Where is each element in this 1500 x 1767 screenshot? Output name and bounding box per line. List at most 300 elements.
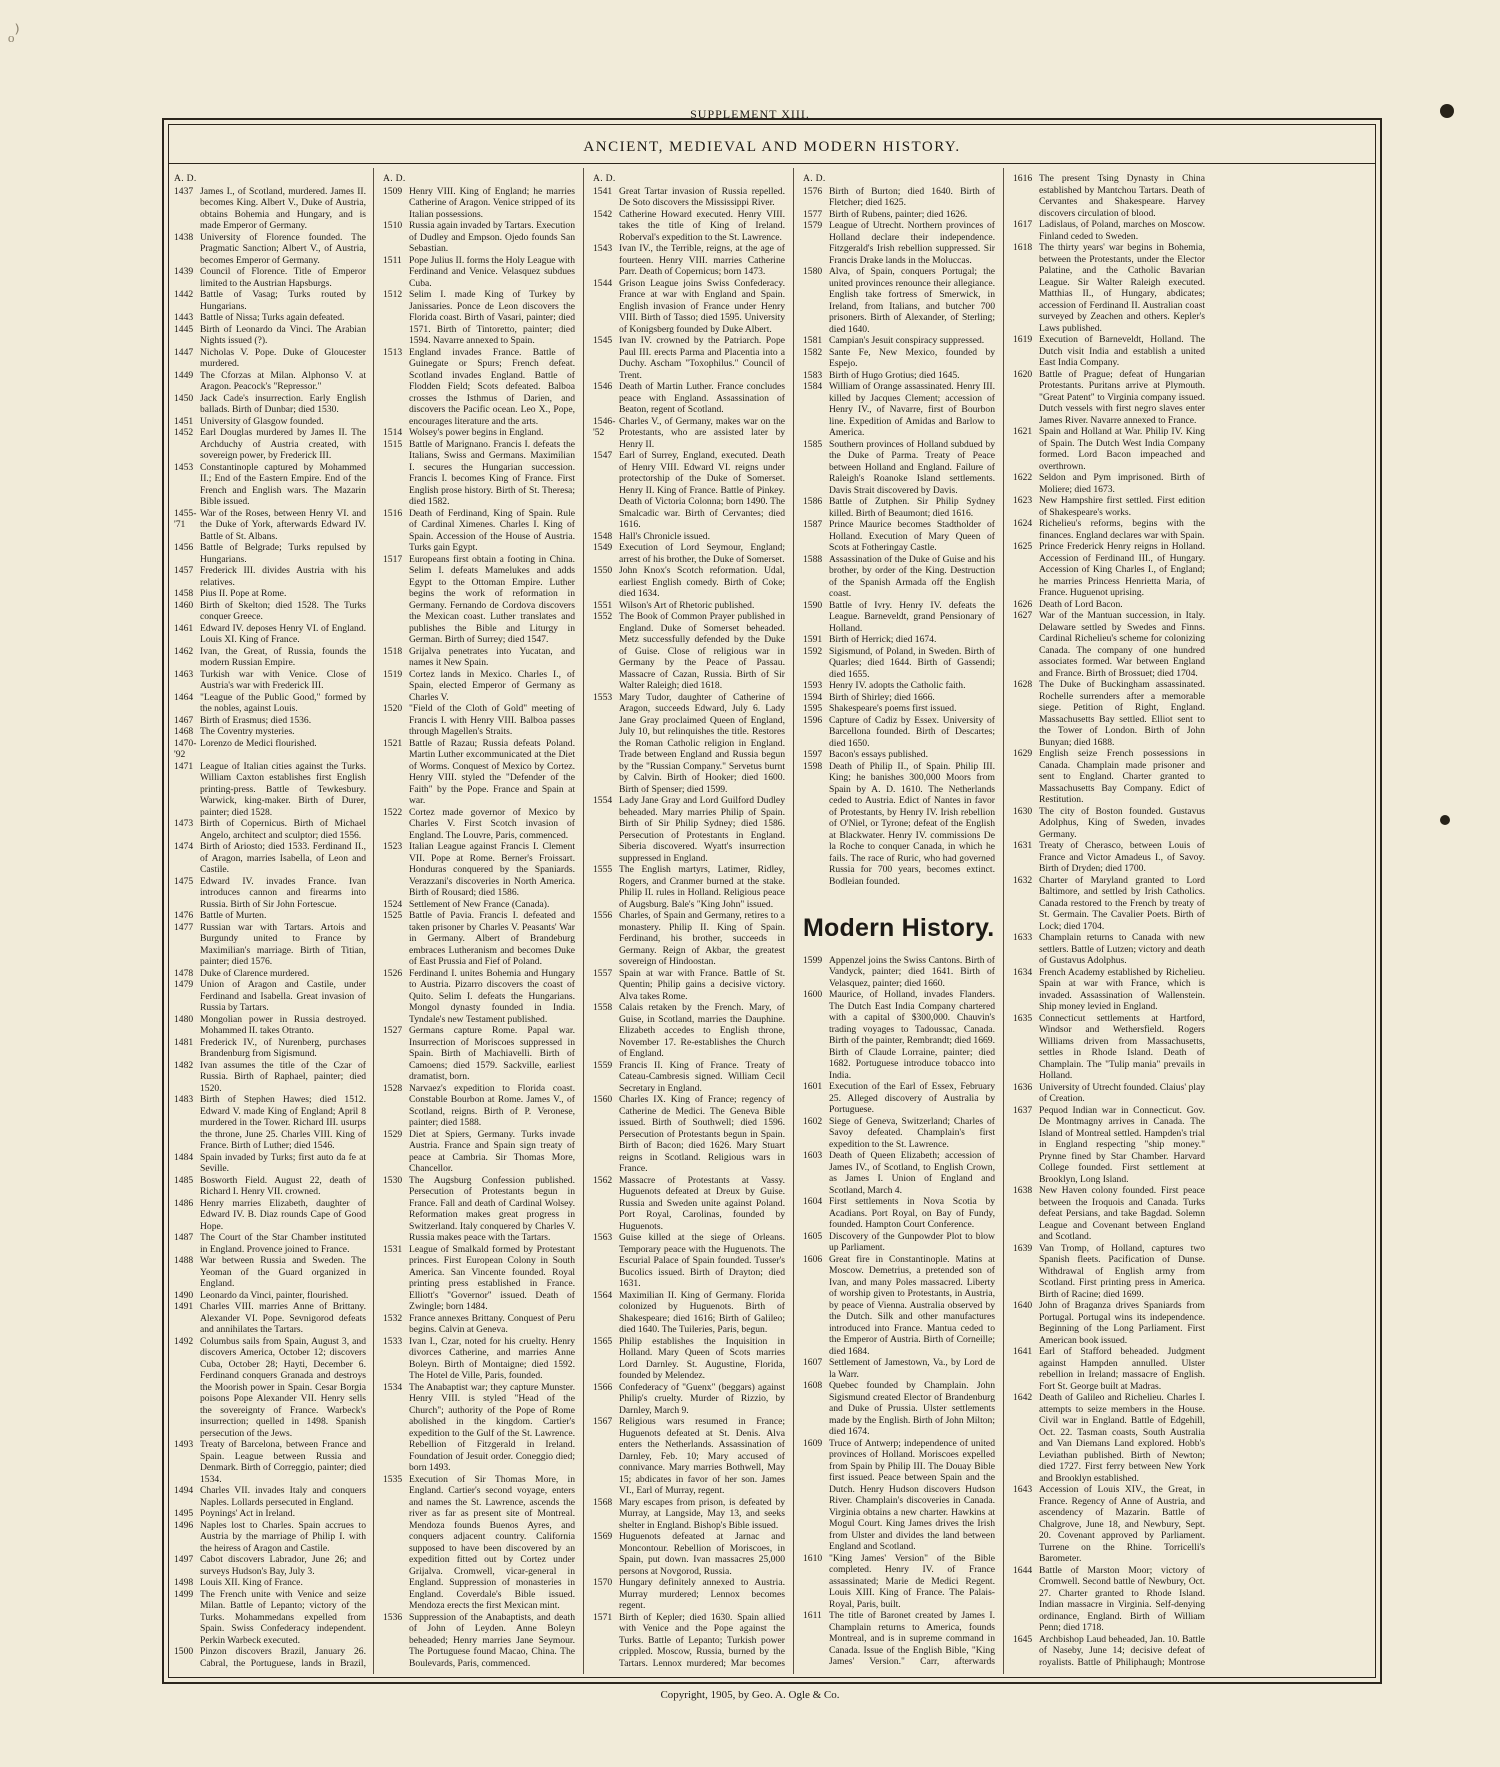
entry-year: 1608 [803,1380,823,1391]
history-entry [174,968,366,980]
history-entry [1013,1185,1205,1243]
entry-text: Earl Douglas murdered by James II. The Archduchy of Austria created, with sovereign power, by Frederick III. [200,427,366,461]
entry-year: 1563 [593,1232,613,1243]
entry-text: Battle of Nissa; Turks again defeated. [200,312,345,323]
entry-year: 1623 [1013,495,1033,506]
entry-text: Henry marries Elizabeth, daughter of Edward IV. B. Diaz rounds Cape of Good Hope. [200,1197,366,1232]
entry-year: 1636 [1013,1081,1033,1093]
entry-year: 1562 [593,1174,613,1186]
entry-year: 1641 [1013,1346,1033,1357]
entry-text: Execution of Sir Thomas More, in England. Cartier's second voyage, enters and names the St. Lawrence, ascends the river as far as present site of Montreal. Mendoza founds Buenos Ayres, and conquers adjacent country. California supposed to have been discovered by an expedition fitted out by Cortez under Grijalva. Cromwell, vicar-general in England. Suppression of monasteries in England. Coverdale's Bible issued. Mendoza erects the first Mexican mint. [409,1473,575,1611]
history-entry [174,623,366,646]
entry-text: Settlement of Jamestown, Va., by Lord de la Warr. [829,1357,995,1380]
history-entry [593,381,785,416]
entry-year: 1581 [803,335,823,346]
entry-year: 1512 [383,289,403,300]
history-entry [803,439,995,497]
entry-text: Assassination of the Duke of Guise and his brother, by order of the King. Destruction of the Spanish Armada off the English coast. [829,553,995,599]
entry-text: John of Braganza drives Spaniards from Portugal. Portugal wins its independence. Beginning of the Long Parliament. First American book issued. [1039,1300,1205,1346]
entry-year: 1467 [174,714,194,726]
history-entry [383,1382,575,1474]
history-entry [174,1232,366,1255]
entry-text: Constantinople captured by Mohammed II.; End of the Eastern Empire. End of the French and English wars. The Mazarin Bible issued. [200,461,366,507]
entry-text: Discovery of the Gunpowder Plot to blow up Parliament. [829,1230,995,1253]
entry-year: 1460 [174,599,194,611]
entry-text: Death of Philip II., of Spain. Philip III. King; he banishes 300,000 Moors from Spain by A. D. 1610. The Netherlands ceded to Austria. Edict of Nantes in favor of Protestants, by Henry IV. Irish rebellion of O'Niel, or Tyrone; defeat of the English at Blackwater. Henry IV. commissions De la Roche to conquer Canada, in which he fails. The race of Ruric, who had governed Russia for 700 years, becomes extinct. Bodleian founded. [829,760,995,887]
entry-text: James I., of Scotland, murdered. James II. becomes King. Albert V., Duke of Austria, obtains Bohemia and Hungary, and is made Emperor of Germany. [200,185,366,231]
entry-year: 1634 [1013,966,1033,978]
entry-year: 1531 [383,1243,403,1255]
history-entry [593,542,785,565]
entry-year: 1583 [803,369,823,381]
entry-year: 1500 [174,1646,194,1657]
entry-year: 1585 [803,438,823,450]
history-entry [383,1313,575,1336]
entry-text: Spain and Holland at War. Philip IV. King of Spain. The Dutch West India Company formed. Lord Bacon impeached and overthrown. [1039,426,1205,472]
history-entry [593,450,785,531]
entry-text: Battle of Marignano. Francis I. defeats the Italians, Swiss and Germans. Maximilian I. secures the Hungarian succession. Francis I. becomes King of France. First English prose history. Birth of St. Theresa; died 1582. [409,438,575,507]
entry-text: Campian's Jesuit conspiracy suppressed. [829,335,985,346]
entry-text: Death of Galileo and Richelieu. Charles I. attempts to seize members in the House. Civil war in England. Battle of Edgehill, Oct. 22. Tasman coasts, South Australia and Van Diemans Land explored. Hobb's Leviathan published. Birth of Newton; died 1727. First ferry between New York and Brooklyn established. [1039,1392,1205,1484]
entry-text: University of Glasgow founded. [200,415,324,427]
entry-text: Champlain returns to Canada with new settlers. Battle of Lutzen; victory and death of Gustavus Adolphus. [1039,932,1205,966]
history-entry [803,519,995,554]
entry-text: Alva, of Spain, conquers Portugal; the united provinces renounce their allegiance. English take fortress of Smerwick, in Ireland, from Italians, and butcher 700 prisoners. Birth of Alexander, of Sterling; died 1640. [829,266,995,335]
history-entry [383,1175,575,1244]
history-entry [803,1380,995,1438]
history-entry [803,955,995,990]
entry-year: 1457 [174,565,194,576]
entry-year: 1477 [174,921,194,933]
entry-year: 1547 [593,450,613,461]
entry-year: 1643 [1013,1484,1033,1495]
history-entry [174,542,366,565]
history-entry [1013,426,1205,472]
history-entry [1013,1565,1205,1634]
entry-text: Poynings' Act in Ireland. [200,1508,295,1519]
entry-year: 1470-'92 [174,737,197,760]
entry-text: Pius II. Pope at Rome. [200,588,287,599]
entry-text: Mongolian power in Russia destroyed. Mohammed II. takes Otranto. [200,1013,366,1036]
entry-text: Mary escapes from prison, is defeated by Murray, at Langside, May 13, and seeks shelter in England. Bishop's Bible issued. [619,1496,785,1531]
entry-year: 1579 [803,220,823,231]
entry-year: 1510 [383,220,403,231]
history-entry [174,876,366,911]
entry-text: Lady Jane Gray and Lord Guilford Dudley beheaded. Mary marries Philip of Spain. Birth of Sir Philip Sydney; died 1586. Persecution of Protestants in England. Siberia discovered. Wyatt's insurrection suppressed in England. [619,795,785,864]
history-entry [1013,967,1205,1013]
history-entry [803,989,995,1081]
history-entry [593,209,785,244]
history-entry [383,1244,575,1313]
history-entry [593,1060,785,1095]
entry-year: 1439 [174,266,194,277]
history-entry [1013,518,1205,541]
history-entry [803,1357,995,1380]
entry-year: 1560 [593,1094,613,1105]
entry-text: Bacon's essays published. [829,749,928,760]
entry-text: English seize French possessions in Canada. Champlain made prisoner and sent to England. Charter granted to Massachusetts Bay Company. Edict of Restitution. [1039,748,1205,805]
entry-text: Charter of Maryland granted to Lord Baltimore, and settled by Irish Catholics. Canada restored to the French by treaty of St. Germain. The Cavalier Poets. Birth of Lock; died 1704. [1039,874,1205,932]
history-entry [174,232,366,267]
corner-pencil-mark: ₒ⁾ [8,20,20,45]
entry-year: 1527 [383,1025,403,1036]
entry-text: Death of Ferdinand, King of Spain. Rule of Cardinal Ximenes. Charles I. King of Spain. Accession of the House of Austria. Turks gain Egypt. [409,507,575,553]
entry-year: 1525 [383,910,403,921]
entry-text: Grijalva penetrates into Yucatan, and names it New Spain. [409,645,575,668]
entry-year: 1549 [593,542,613,553]
history-column-3 [593,173,785,1668]
history-entry [593,416,785,451]
history-entry [174,1520,366,1555]
entry-year: 1496 [174,1519,194,1531]
entry-text: Henry VIII. King of England; he marries Catherine of Aragon. Venice stripped of its Italian possessions. [409,185,575,220]
entry-year: 1621 [1013,426,1033,437]
entry-text: Birth of Kepler; died 1630. Spain allied with Venice and the Pope against the Turks. Battle of Lepanto; Turkish power crippled. Moscow, Russia, burned by the Tartars. Lennox murdered; Mar becomes [619,1611,785,1668]
entry-text: League of Italian cities against the Turks. William Caxton establishes first English printing-press. Battle of Tewkesbury. Warwick, king-maker. Birth of Durer, painter; died 1528. [200,760,366,818]
history-entry [593,1175,785,1233]
history-entry [1013,242,1205,334]
history-entry [803,266,995,335]
entry-text: Huguenots defeated at Jarnac and Moncontour. Rebellion of Moriscoes, in Spain, put down. Ivan massacres 25,000 persons at Novgorod, Russia. [619,1531,785,1577]
supplement-header: SUPPLEMENT XIII. [690,107,810,121]
history-entry [593,565,785,600]
entry-year: 1509 [383,185,403,197]
entry-year: 1558 [593,1002,613,1013]
entry-text: Van Tromp, of Holland, captures two Spanish fleets. Pacification of Dunse. Withdrawal of English army from Scotland. First printing press in America. Birth of Racine; died 1699. [1039,1242,1205,1300]
history-entry [174,1439,366,1485]
entry-year: 1610 [803,1552,823,1564]
history-entry [383,807,575,842]
entry-year: 1553 [593,691,613,703]
entry-year: 1630 [1013,805,1033,817]
history-entry [593,1531,785,1577]
entry-year: 1478 [174,967,194,979]
entry-year: 1473 [174,818,194,829]
entry-year: 1565 [593,1335,613,1347]
entry-text: Death of Lord Bacon. [1039,598,1123,610]
history-entry [593,600,785,612]
history-entry [383,186,575,221]
entry-text: Spain at war with France. Battle of St. Quentin; Philip gains a decisive victory. Alva takes Rome. [619,967,785,1002]
entry-text: League of Utrecht. Northern provinces of Holland declare their independence. Fitzgerald's Irish rebellion suppressed. Sir Francis Drake lands in the Moluccas. [829,220,995,266]
entry-year: 1483 [174,1094,194,1105]
history-entry [383,669,575,704]
entry-year: 1642 [1013,1392,1033,1403]
entry-year: 1534 [383,1381,403,1393]
entry-text: Archbishop Laud beheaded, Jan. 10. Battle of Naseby, June 14; decisive defeat of royalists. Battle of Philiphaugh; Montrose [1039,1633,1205,1668]
history-entry [383,1474,575,1612]
entry-text: Earl of Stafford beheaded. Judgment against Hampden annulled. Ulster rebellion in Ireland; massacre of English. Fort St. George built at Madras. [1039,1346,1205,1392]
binding-hole-middle [1440,815,1450,825]
history-entry [593,1290,785,1336]
history-entry [803,1196,995,1231]
entry-year: 1437 [174,185,194,197]
history-entry [174,1290,366,1302]
history-entry [593,611,785,692]
entry-text: Accession of Louis XIV., the Great, in France. Regency of Anne of Austria, and ascendency of Mazarin. Battle of Chalgrove, June 18, and Newbury, Sept. 20. Covenant approved by Parliament. Turrene on the Rhine. Torricelli's Barometer. [1039,1484,1205,1564]
entry-year: 1551 [593,599,613,611]
history-entry [593,968,785,1003]
entry-text: "Field of the Cloth of Gold" meeting of Francis I. with Henry VIII. Balboa passes through Magellen's Straits. [409,703,575,737]
history-entry [383,220,575,255]
entry-text: Diet at Spiers, Germany. Turks invade Austria. France and Spain sign treaty of peace at Cambria. Sir Thomas More, Chancellor. [409,1128,575,1174]
entry-year: 1524 [383,898,403,910]
entry-text: The French unite with Venice and seize Milan. Battle of Lepanto; victory of the Turks. Mohammedans expelled from Spain. Swiss Confederacy independent. Perkin Warbeck executed. [200,1588,366,1646]
entry-text: Earl of Surrey, England, executed. Death of Henry VIII. Edward VI. reigns under protectorship of the Duke of Somerset. Henry II. King of France. Battle of Pinkey. Death of Victoria Colonna; born 1490. The Smalcadic war. Birth of Cervantes; died 1616. [619,450,785,530]
history-entry [174,818,366,841]
entry-text: Spain invaded by Turks; first auto da fe at Seville. [200,1151,366,1174]
entry-text: Battle of Zutphen. Sir Philip Sydney killed. Birth of Beaumont; died 1616. [829,496,995,519]
history-entry [593,243,785,278]
entry-year: 1624 [1013,518,1033,529]
entry-text: New Haven colony founded. First peace between the Iroquois and Canada. Turks defeat Persians, and take Bagdad. Solemn League and Covenant between England and Scotland. [1039,1185,1205,1242]
entry-year: 1593 [803,680,823,691]
history-entry [174,347,366,370]
history-entry [383,427,575,439]
history-entry [1013,806,1205,841]
entry-text: Treaty of Barcelona, between France and Spain. League between Russia and Denmark. Birth of Correggio, painter; died 1534. [200,1439,366,1485]
entry-text: The Augsburg Confession published. Persecution of Protestants begun in France. Fall and death of Cardinal Wolsey. Reformation makes great progress in Switzerland. Italy conquered by Charles V. Russia makes peace with the Tartars. [409,1174,575,1243]
history-entry [174,600,366,623]
entry-text: Europeans first obtain a footing in China. Selim I. defeats Mamelukes and adds Egypt to the Ottoman Empire. Luther begins the work of reformation in Germany. Fernando de Cordova discovers the Mexican coast. Luther translates and publishes the Bible and Liturgy in German. Birth of Surrey; died 1547. [409,553,575,645]
history-entry [803,761,995,888]
history-entry [803,1081,995,1116]
entry-text: Death of Martin Luther. France concludes peace with England. Assassination of Beaton, regent of Scotland. [619,381,785,415]
history-entry [1013,219,1205,242]
entry-year: 1611 [803,1610,822,1621]
entry-year: 1513 [383,346,403,358]
entry-year: 1530 [383,1174,403,1186]
history-entry [174,1589,366,1647]
history-entry [383,703,575,738]
history-entry [174,979,366,1014]
entry-year: 1626 [1013,598,1033,610]
entry-text: Appenzel joins the Swiss Cantons. Birth of Vandyck, painter; died 1641. Birth of Velasquez, painter; died 1660. [829,954,995,989]
entry-year: 1592 [803,645,823,657]
entry-text: Selim I. made King of Turkey by Janissaries. Ponce de Leon discovers the Florida coast. Birth of Vasari, painter; died 1571. Birth of Tintoretto, painter; died 1594. Navarre annexed to Spain. [409,289,575,346]
entry-text: Grison League joins Swiss Confederacy. France at war with England and Spain. English invasion of France under Henry VIII. Birth of Tasso; died 1595. University of Konigsberg founded by Duke Albert. [619,277,785,335]
entry-text: Russia again invaded by Tartars. Execution of Dudley and Empson. Ojedo founds San Sebastian. [409,220,575,254]
entry-year: 1442 [174,289,194,300]
history-entry [174,427,366,462]
entry-year: 1463 [174,668,194,680]
entry-year: 1645 [1013,1633,1033,1645]
history-entry [383,910,575,968]
entry-year: 1515 [383,438,403,450]
copyright-line: Copyright, 1905, by Geo. A. Ogle & Co. [660,1689,840,1701]
entry-year: 1445 [174,323,194,335]
history-entry [1013,1392,1205,1484]
history-entry [803,1438,995,1553]
history-entry [174,910,366,922]
entry-text: Execution of Lord Seymour, England; arrest of his brother, the Duke of Somerset. [619,542,785,565]
entry-year: 1543 [593,243,613,254]
entry-year: 1499 [174,1588,194,1600]
entry-text: Union of Aragon and Castile, under Ferdinand and Isabella. Great invasion of Russia by Tartars. [200,979,366,1013]
history-entry [1013,1634,1205,1669]
history-entry [803,749,995,761]
entry-year: 1600 [803,989,823,1000]
entry-text: Turkish war with Venice. Close of Austria's war with Frederick III. [200,668,366,691]
entry-text: The English martyrs, Latimer, Ridley, Rogers, and Cranmer burned at the stake. Philip II. rules in Holland. Religious peace of Augsburg. Bale's "King John" issued. [619,864,785,910]
history-entry [803,1553,995,1611]
entry-year: 1479 [174,979,194,990]
entry-text: Seldon and Pym imprisoned. Birth of Moliere; died 1673. [1039,472,1205,495]
entry-year: 1603 [803,1150,823,1161]
history-entry [803,703,995,715]
entry-year: 1498 [174,1577,194,1588]
entry-year: 1639 [1013,1242,1033,1254]
history-entry [593,1416,785,1497]
history-entry [383,841,575,899]
entry-text: Birth of Rubens, painter; died 1626. [829,208,968,220]
history-entry [593,186,785,209]
entry-year: 1456 [174,542,194,553]
entry-year: 1568 [593,1496,613,1508]
page-title: ANCIENT, MEDIEVAL AND MODERN HISTORY. [583,139,961,155]
entry-year: 1486 [174,1197,194,1209]
history-entry [593,1382,785,1417]
history-entry [593,1612,785,1669]
entry-text: Henry IV. adopts the Catholic faith. [829,680,966,691]
history-entry [174,715,366,727]
entry-text: War of the Roses, between Henry VI. and the Duke of York, afterwards Edward IV. Battle of St. Albans. [200,507,366,542]
entry-text: Pequod Indian war in Connecticut. Gov. De Montmagny arrives in Canada. The Island of Montreal settled. Hampden's trial in England respecting "ship money." Prynne fined by Star Chamber. Harvard College founded. First settlement at Brooklyn, Long Island. [1039,1104,1205,1185]
entry-text: "League of the Public Good," formed by the nobles, against Louis. [200,691,366,714]
entry-text: Connecticut settlements at Hartford, Windsor and Wethersfield. Rogers Williams driven from Massachusetts, settles in Rhode Island. Death of Champlain. The "Tulip mania" prevails in Holland. [1039,1012,1205,1081]
entry-text: French Academy established by Richelieu. Spain at war with France, which is invaded. Assassination of Wallenstein. Ship money levied in England. [1039,966,1205,1012]
history-entry [174,738,366,761]
entry-text: The Court of the Star Chamber instituted in England. Provence joined to France. [200,1232,366,1255]
entry-year: 1517 [383,553,403,565]
history-entry [174,1060,366,1095]
history-entry [174,565,366,588]
entry-text: The Duke of Buckingham assassinated. Rochelle surrenders after a memorable siege. Petition of Right, England. Massachusetts Bay settled. Elliot sent to the Tower of London. Birth of John Bunyan; died 1688. [1039,679,1205,748]
history-entry [174,692,366,715]
history-entry [383,1129,575,1175]
entry-year: 1554 [593,795,613,806]
history-entry [174,1336,366,1440]
entry-year: 1631 [1013,840,1033,851]
entry-year: 1522 [383,806,403,818]
history-entry [803,186,995,209]
history-entry [174,1037,366,1060]
history-entry [174,1198,366,1233]
entry-text: Leonardo da Vinci, painter, flourished. [200,1289,349,1301]
history-entry [174,1094,366,1152]
history-entry [593,864,785,910]
entry-text: Ivan IV., the Terrible, reigns, at the age of fourteen. Henry VIII. marries Catherine Parr. Death of Copernicus; born 1473. [619,243,785,277]
entry-text: England invades France. Battle of Guinegate or Spurs; French defeat. Scotland invades England. Battle of Flodden Field; Scots defeated. Balboa crosses the Isthmus of Darien, and discovers the Pacific ocean. Leo X., Pope, encourages literature and the arts. [409,346,575,427]
history-entry [174,1152,366,1175]
entry-year: 1487 [174,1232,194,1243]
history-entry [803,1610,995,1668]
entry-year: 1609 [803,1437,823,1449]
entry-text: Calais retaken by the French. Mary, of Guise, in Scotland, marries the Dauphine. Elizabeth accedes to English throne, November 17. Re-establishes the Church of England. [619,1002,785,1059]
column-divider [583,168,584,1674]
entry-year: 1526 [383,967,403,979]
entry-text: Prince Maurice becomes Stadtholder of Holland. Execution of Mary Queen of Scots at Fotheringay Castle. [829,519,995,553]
entry-year: 1638 [1013,1185,1033,1196]
entry-year: 1532 [383,1312,403,1324]
entry-year: 1451 [174,415,194,427]
entry-year: 1635 [1013,1012,1033,1024]
entry-text: Battle of Prague; defeat of Hungarian Protestants. Puritans arrive at Plymouth. "Great Patent" to Virginia company issued. Dutch vessels with first negro slaves enter James River. Navarre annexed to France. [1039,368,1205,426]
entry-text: Sigismund, of Poland, in Sweden. Birth of Quarles; died 1644. Birth of Gassendi; died 1655. [829,645,995,680]
entry-text: Birth of Copernicus. Birth of Michael Angelo, architect and sculptor; died 1556. [200,818,366,841]
column-divider [373,168,374,1674]
entry-text: Siege of Geneva, Switzerland; Charles of Savoy defeated. Champlain's first expedition to the St. Lawrence. [829,1115,995,1150]
entry-year: 1598 [803,760,823,772]
entry-year: 1605 [803,1230,823,1242]
entry-text: Hall's Chronicle issued. [619,530,710,542]
history-entry [803,715,995,750]
entry-year: 1627 [1013,610,1033,621]
entry-text: Quebec founded by Champlain. John Sigismund created Elector of Brandenburg and Duke of Prussia. Ulster settlements made by the English. Birth of John Milton; died 1674. [829,1380,995,1437]
entry-text: Ladislaus, of Poland, marches on Moscow. Finland ceded to Sweden. [1039,219,1205,242]
history-entry [383,968,575,1026]
entry-text: "King James' Version" of the Bible completed. Henry IV. of France assassinated; Marie de Medici Regent. Louis XIII. King of France. The Palais-Royal, Paris, built. [829,1552,995,1610]
entry-year: 1447 [174,346,194,358]
entry-year: 1597 [803,749,823,760]
history-entry [174,370,366,393]
entry-text: Birth of Skelton; died 1528. The Turks conquer Greece. [200,599,366,622]
entry-year: 1566 [593,1381,613,1393]
history-entry [174,1646,366,1668]
entry-year: 1616 [1013,173,1033,184]
history-entry [174,761,366,819]
entry-year: 1586 [803,496,823,507]
entry-year: 1533 [383,1335,403,1347]
entry-year: 1606 [803,1253,823,1265]
entry-year: 1571 [593,1611,613,1623]
history-entry [803,335,995,347]
entry-text: Lorenzo de Medici flourished. [200,737,317,749]
history-entry [174,669,366,692]
entry-text: Execution of Barneveldt, Holland. The Dutch visit India and establish a united East India Company. [1039,334,1205,368]
history-entry [1013,541,1205,599]
history-entry [174,1577,366,1589]
history-entry [383,347,575,428]
entry-year: 1588 [803,553,823,565]
entry-text: Pinzon discovers Brazil, January 26. Cabral, the Portuguese, lands in Brazil, [200,1646,366,1668]
entry-year: 1521 [383,737,403,749]
entry-text: Pope Julius II. forms the Holy League with Ferdinand and Venice. Velasquez subdues Cuba. [409,254,575,289]
history-entry [1013,1346,1205,1392]
entry-year: 1464 [174,691,194,703]
entry-text: Birth of Leonardo da Vinci. The Arabian Nights issued (?). [200,323,366,346]
ad-label: A. D. [174,173,197,184]
entry-year: 1564 [593,1289,613,1301]
entry-text: Birth of Burton; died 1640. Birth of Fletcher; died 1625. [829,185,995,208]
history-entry [174,186,366,232]
entry-text: Confederacy of "Guenx" (beggars) against Philip's cruelty. Murder of Rizzio, by Darnley, March 9. [619,1381,785,1416]
entry-year: 1604 [803,1196,823,1207]
history-entry [174,1508,366,1520]
entry-year: 1552 [593,611,613,622]
entry-text: Maximilian II. King of Germany. Florida colonized by Huguenots. Birth of Shakespeare; died 1616; Birth of Galileo; died 1640. The Tuileries, Paris, begun. [619,1289,785,1335]
entry-year: 1516 [383,507,403,519]
entry-text: Italian League against Francis I. Clement VII. Pope at Rome. Berner's Froissart. Honduras conquered by the Spaniards. Verazzani's discoveries in North America. Birth of Rousard; died 1586. [409,841,575,898]
entry-text: Frederick IV., of Nurenberg, purchases Brandenburg from Sigismund. [200,1036,366,1059]
entry-text: The Cforzas at Milan. Alphonso V. at Aragon. Peacock's "Repressor." [200,369,366,392]
history-entry [803,209,995,221]
history-entry [383,1025,575,1083]
history-entry [383,646,575,669]
entry-year: 1452 [174,427,194,438]
entry-text: Birth of Hugo Grotius; died 1645. [829,369,960,381]
entry-year: 1493 [174,1439,194,1450]
